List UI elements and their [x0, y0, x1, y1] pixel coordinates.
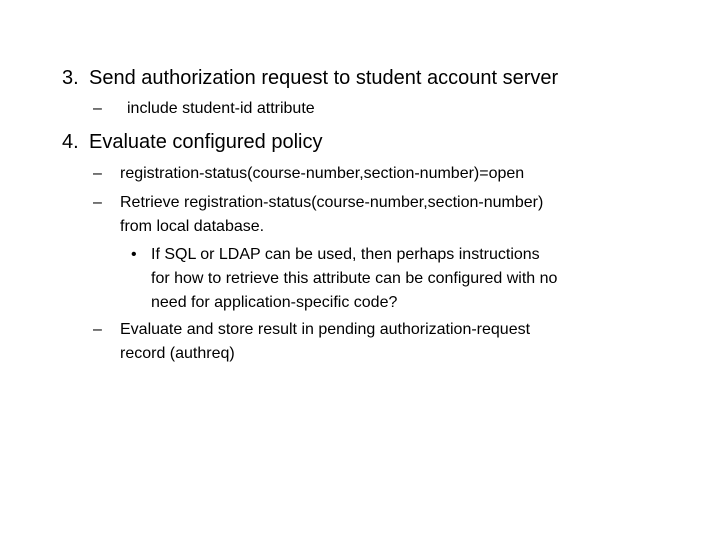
item-4-sub-3-line-1: Evaluate and store result in pending authorization-request	[120, 321, 531, 338]
item-4-sub-3-line-2: record (authreq)	[120, 345, 235, 362]
item-3-sub-1-text: include student-id attribute	[127, 100, 315, 117]
item-3-number: 3.	[62, 67, 79, 89]
item-4-sub-2-bullet-marker: •	[131, 246, 137, 263]
item-4-number: 4.	[62, 131, 79, 153]
item-4-sub-2-bullet-line-3: need for application-specific code?	[151, 294, 398, 311]
item-4-sub-1-marker: –	[93, 165, 102, 182]
item-4-sub-2-marker: –	[93, 194, 102, 211]
item-3-text: Send authorization request to student account server	[89, 67, 559, 89]
item-4-sub-3-marker: –	[93, 321, 102, 338]
item-4-sub-2-line-1: Retrieve registration-status(course-number,section-number)	[120, 194, 544, 211]
item-4-text: Evaluate configured policy	[89, 131, 323, 153]
item-3-sub-1-marker: –	[93, 100, 102, 117]
item-4-sub-1-text: registration-status(course-number,section-number)=open	[120, 165, 525, 182]
item-4-sub-2-bullet-line-2: for how to retrieve this attribute can be configured with no	[151, 270, 558, 287]
item-4-sub-2-line-2: from local database.	[120, 218, 265, 235]
item-4-sub-2-bullet-line-1: If SQL or LDAP can be used, then perhaps instructions	[151, 246, 540, 263]
